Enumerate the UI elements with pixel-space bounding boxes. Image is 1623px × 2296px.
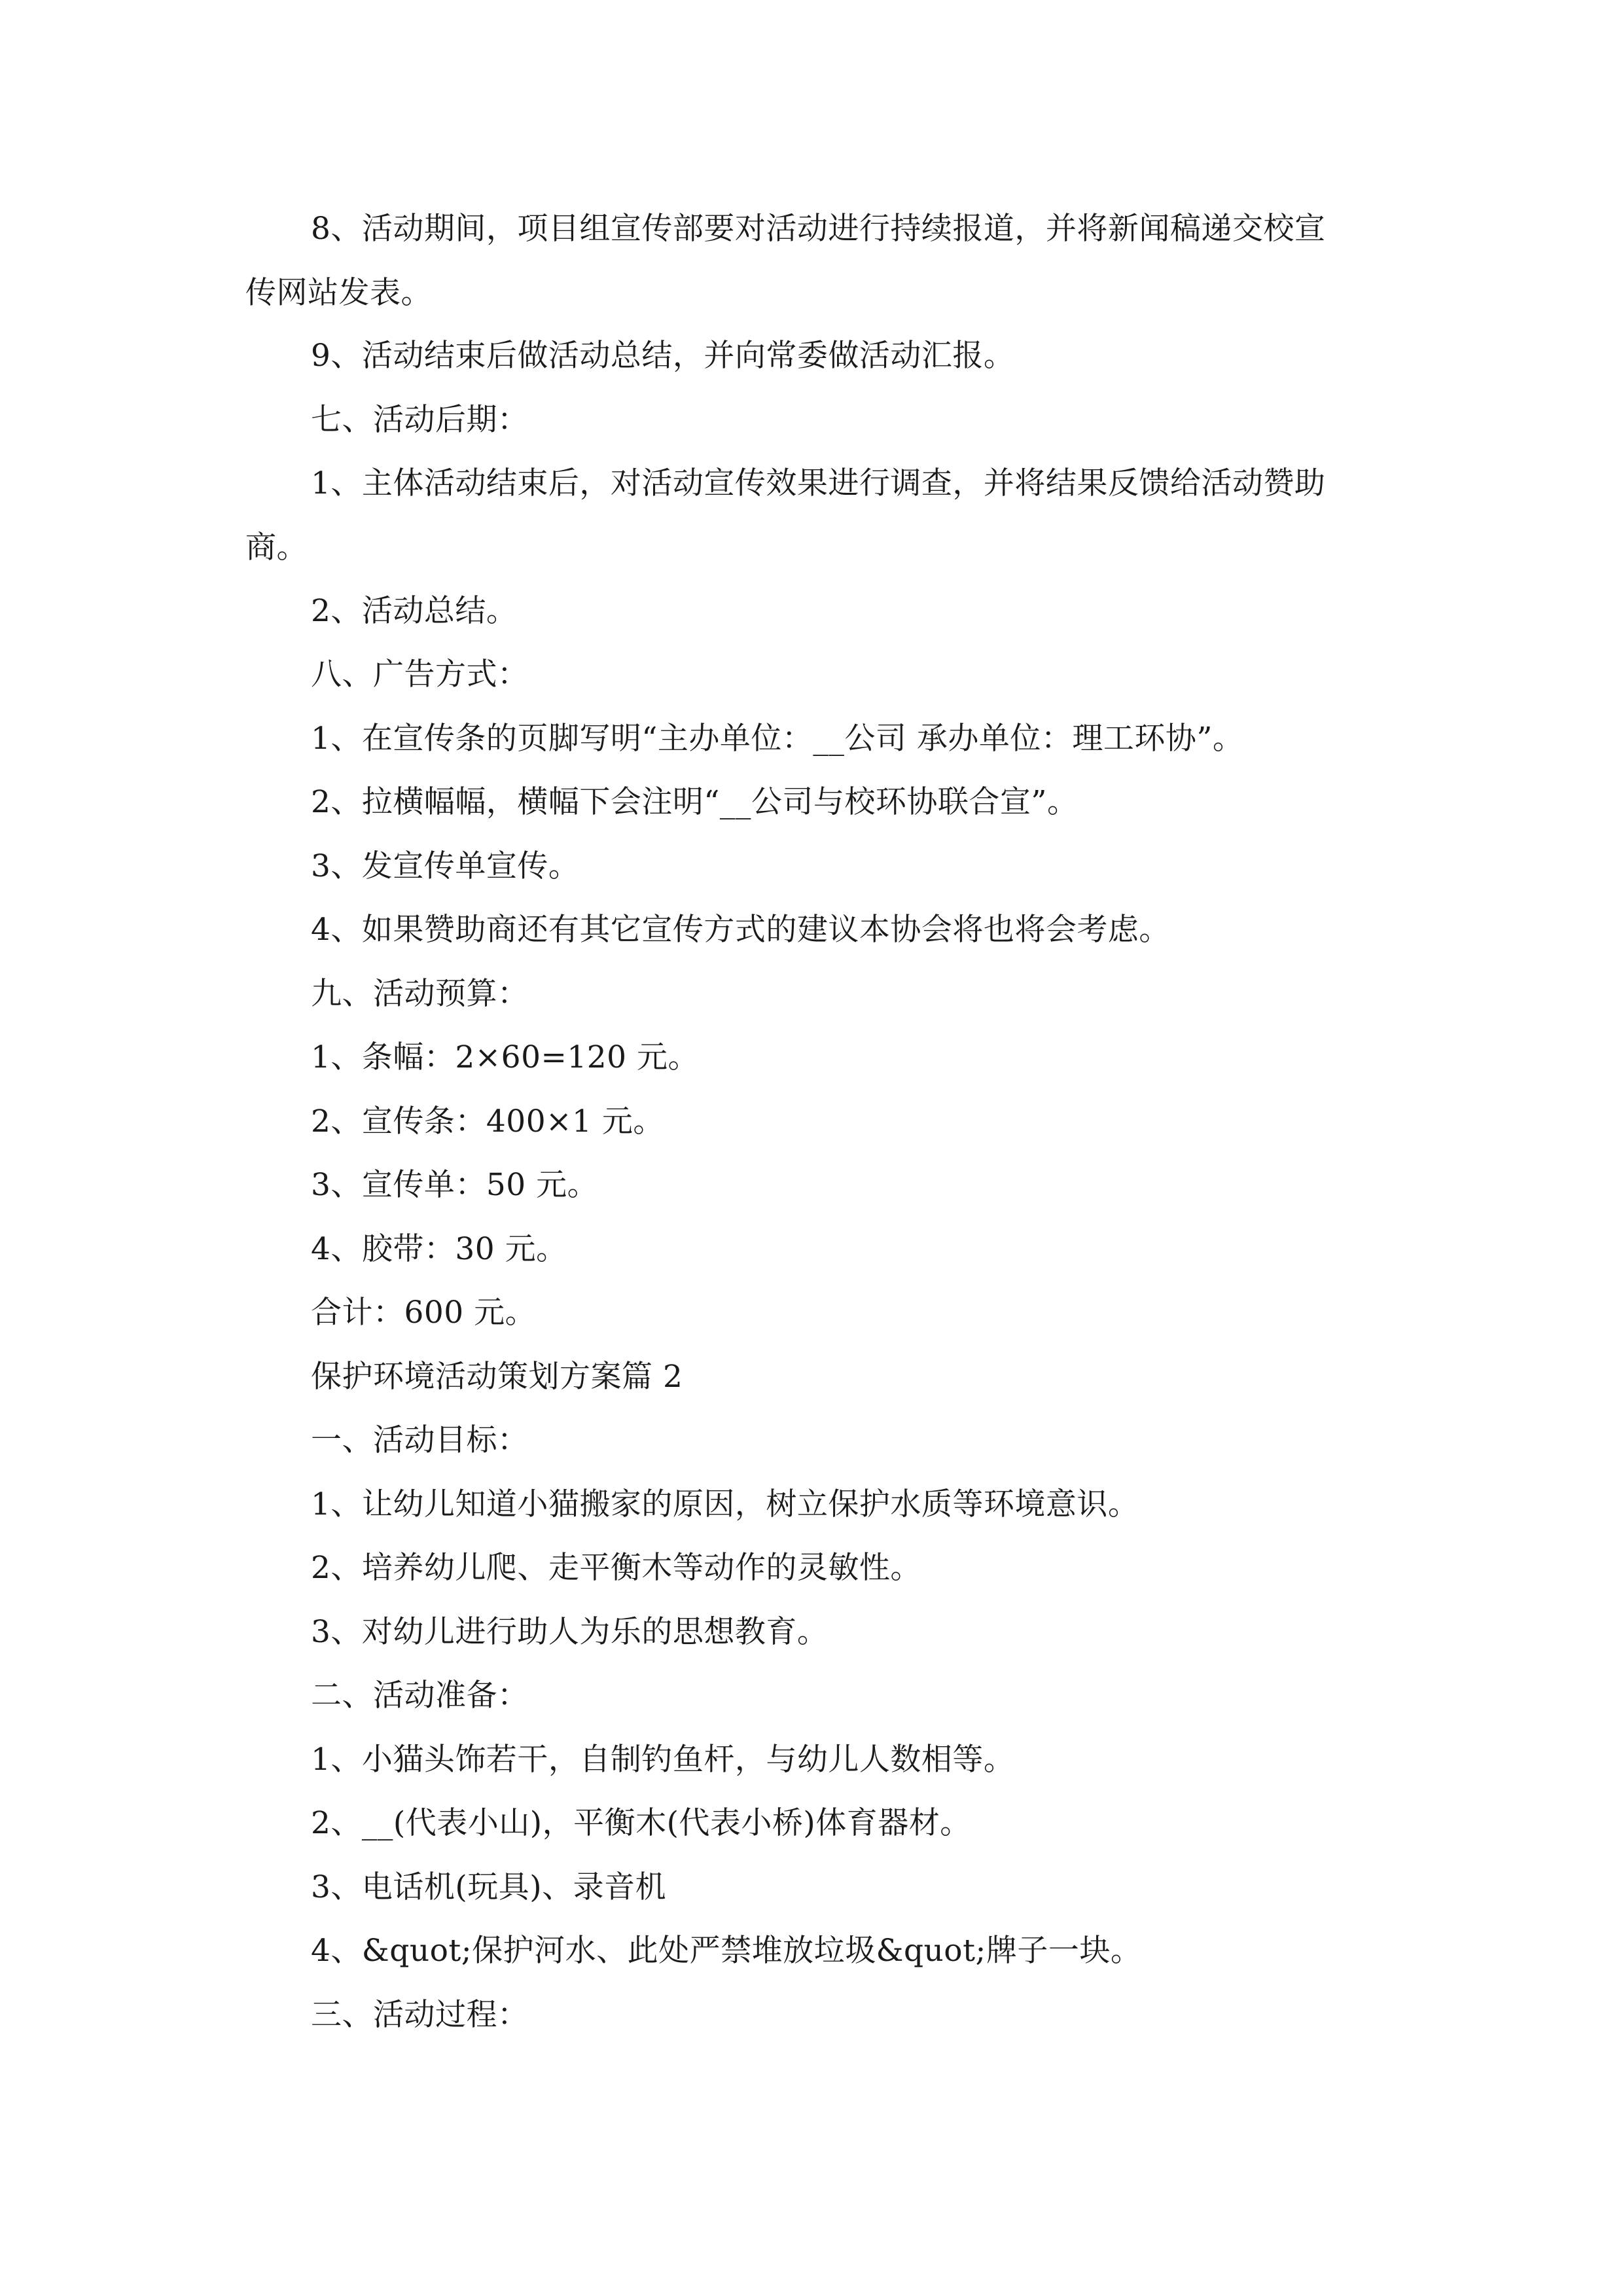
paragraph-line: 2、培养幼儿爬、走平衡木等动作的灵敏性。 xyxy=(311,1550,921,1586)
paragraph-line: 4、如果赞助商还有其它宣传方式的建议本协会将也将会考虑。 xyxy=(311,912,1170,948)
budget-line: 1、条幅：2×60=120 元。 xyxy=(311,1039,700,1075)
budget-total: 合计：600 元。 xyxy=(311,1295,537,1331)
budget-line: 2、宣传条：400×1 元。 xyxy=(311,1103,664,1139)
paragraph-line: 2、__(代表小山)，平衡木(代表小桥)体育器材。 xyxy=(311,1805,971,1841)
paragraph-line: 4、&quot;保护河水、此处严禁堆放垃圾&quot;牌子一块。 xyxy=(311,1933,1142,1969)
paragraph-line: 9、活动结束后做活动总结，并向常委做活动汇报。 xyxy=(311,338,1015,374)
paragraph-line: 2、拉横幅幅，横幅下会注明“__公司与校环协联合宣”。 xyxy=(311,784,1079,820)
section-heading: 七、活动后期： xyxy=(311,402,529,438)
section-heading: 二、活动准备： xyxy=(311,1677,529,1713)
paragraph-line: 3、电话机(玩具)、录音机 xyxy=(311,1869,667,1905)
paragraph-line: 1、在宣传条的页脚写明“主办单位：__公司 承办单位：理工环协”。 xyxy=(311,721,1244,757)
article-title: 保护环境活动策划方案篇 2 xyxy=(311,1359,683,1395)
paragraph-line: 商。 xyxy=(245,529,308,565)
section-heading: 八、广告方式： xyxy=(311,656,529,692)
section-heading: 一、活动目标： xyxy=(311,1422,529,1458)
paragraph-line: 1、小猫头饰若干，自制钓鱼杆，与幼儿人数相等。 xyxy=(311,1742,1015,1778)
paragraph-line: 传网站发表。 xyxy=(245,275,432,311)
paragraph-line: 8、活动期间，项目组宣传部要对活动进行持续报道，并将新闻稿递交校宣 xyxy=(311,211,1326,247)
paragraph-line: 3、发宣传单宣传。 xyxy=(311,848,580,884)
section-heading: 三、活动过程： xyxy=(311,1997,529,2033)
budget-line: 3、宣传单：50 元。 xyxy=(311,1167,599,1203)
paragraph-line: 2、活动总结。 xyxy=(311,593,518,629)
paragraph-line: 1、主体活动结束后，对活动宣传效果进行调查，并将结果反馈给活动赞助 xyxy=(311,465,1326,501)
budget-line: 4、胶带：30 元。 xyxy=(311,1231,567,1267)
paragraph-line: 3、对幼儿进行助人为乐的思想教育。 xyxy=(311,1614,829,1650)
section-heading: 九、活动预算： xyxy=(311,976,529,1012)
paragraph-line: 1、让幼儿知道小猫搬家的原因，树立保护水质等环境意识。 xyxy=(311,1486,1139,1522)
